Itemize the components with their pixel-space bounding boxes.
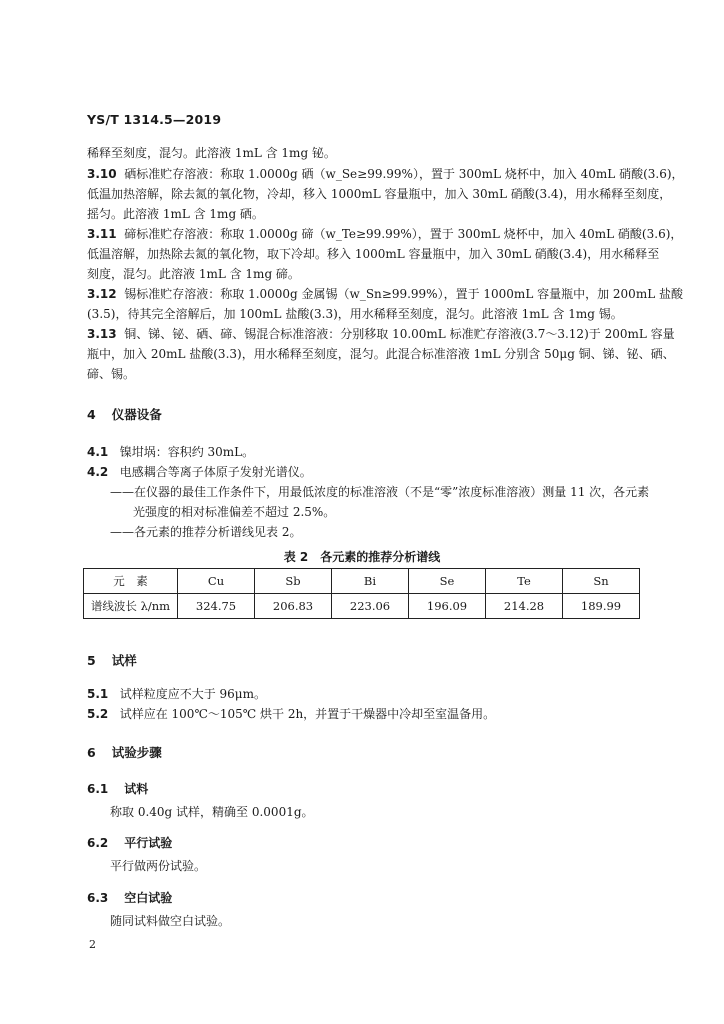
section-heading-4: 4 仪器设备 [87,407,162,422]
dash-item: ——各元素的推荐分析谱线见表 2。 [110,525,302,539]
paragraph-line: 瓶中，加入 20mL 盐酸(3.3)，用水稀释至刻度，混匀。此混合标准溶液 1mL 分别含 50μg 铜、锑、铋、硒、 [87,347,675,361]
table-cell: Bi [332,569,409,594]
paragraph-text: 硒标准贮存溶液：称取 1.0000g 硒（w_Se≥99.99%），置于 300mL 烧杯中，加入 40mL 硝酸(3.6)， [124,167,684,181]
table-row-values [84,594,640,619]
clause-number: 3.11 [87,227,117,241]
table-cell: 元 素 [84,569,178,594]
table-cell: 223.06 [332,594,409,619]
section-heading-6: 6 试验步骤 [87,745,162,760]
table-cell: Sb [255,569,332,594]
paragraph-3-10 [87,164,684,184]
clause-number: 3.13 [87,327,117,341]
paragraph-line: (3.5)，待其完全溶解后，加 100mL 盐酸(3.3)，用水稀释至刻度，混匀。此溶液 1mL 含 1mg 锡。 [87,307,623,321]
table-cell: Sn [563,569,640,594]
dash-item: ——在仪器的最佳工作条件下，用最低浓度的标准溶液（不是“零”浓度标准溶液）测量 11 次，各元素 [110,485,650,499]
paragraph-text: 铜、锑、铋、硒、碲、锡混合标准溶液：分别移取 10.00mL 标准贮存溶液(3.7～3.12)于 200mL 容量 [124,327,675,341]
paragraph-5-2: 5.2 试样应在 100℃～105℃ 烘干 2h，并置于干燥器中冷却至室温备用。 [87,707,496,721]
spectral-lines-table [83,568,640,619]
table-cell: 189.99 [563,594,640,619]
table-cell: Cu [178,569,255,594]
dash-item-continued: 光强度的相对标准偏差不超过 2.5%。 [133,505,336,519]
subsection-heading-6-2: 6.2 平行试验 [87,836,173,850]
document-code: YS/T 1314.5—2019 [87,112,222,127]
page-number: 2 [89,938,96,951]
table-row-header [84,569,640,594]
clause-number: 3.12 [87,287,117,301]
paragraph-3-11 [87,224,683,244]
paragraph-line: 碲、锡。 [87,367,136,381]
paragraph-line: 低温加热溶解，除去氮的氧化物，冷却，移入 1000mL 容量瓶中，加入 30mL 硝酸(3.4)，用水稀释至刻度， [87,187,672,201]
paragraph-5-1: 5.1 试样粒度应不大于 96μm。 [87,687,266,701]
clause-number: 3.10 [87,167,117,181]
table-cell: 214.28 [486,594,563,619]
table-caption: 表 2 各元素的推荐分析谱线 [283,550,441,564]
clause-number: 4.1 [87,445,109,459]
section-heading-5: 5 试样 [87,653,137,668]
paragraph-4-1: 4.1 镍坩埚：容积约 30mL。 [87,445,255,459]
paragraph-3-13 [87,324,675,344]
table-cell: 206.83 [255,594,332,619]
paragraph-text: 碲标准贮存溶液：称取 1.0000g 碲（w_Te≥99.99%），置于 300mL 烧杯中，加入 40mL 硝酸(3.6)， [124,227,683,241]
table-cell: 196.09 [409,594,486,619]
paragraph-line: 摇匀。此溶液 1mL 含 1mg 硒。 [87,207,264,221]
table-cell: 谱线波长 λ/nm [84,594,178,619]
clause-number: 5.1 [87,687,109,701]
clause-number: 5.2 [87,707,109,721]
paragraph-line: 低温溶解，加热除去氮的氧化物，取下冷却。移入 1000mL 容量瓶中，加入 30mL 硝酸(3.4)，用水稀释至 [87,247,660,261]
table-cell: Te [486,569,563,594]
paragraph-3-12 [87,284,683,304]
table-cell: 324.75 [178,594,255,619]
paragraph-4-2: 4.2 电感耦合等离子体原子发射光谱仪。 [87,465,312,479]
paragraph-text: 锡标准贮存溶液：称取 1.0000g 金属锡（w_Sn≥99.99%），置于 1000mL 容量瓶中，加 200mL 盐酸 [124,287,683,301]
paragraph-text: 随同试料做空白试验。 [110,914,231,928]
clause-number: 4.2 [87,465,109,479]
paragraph-line: 稀释至刻度，混匀。此溶液 1mL 含 1mg 铋。 [87,146,336,160]
subsection-heading-6-3: 6.3 空白试验 [87,891,173,905]
table-cell: Se [409,569,486,594]
subsection-heading-6-1: 6.1 试料 [87,782,149,796]
paragraph-text: 称取 0.40g 试样，精确至 0.0001g。 [110,805,314,819]
paragraph-line: 刻度，混匀。此溶液 1mL 含 1mg 碲。 [87,267,300,281]
paragraph-text: 平行做两份试验。 [110,859,207,873]
